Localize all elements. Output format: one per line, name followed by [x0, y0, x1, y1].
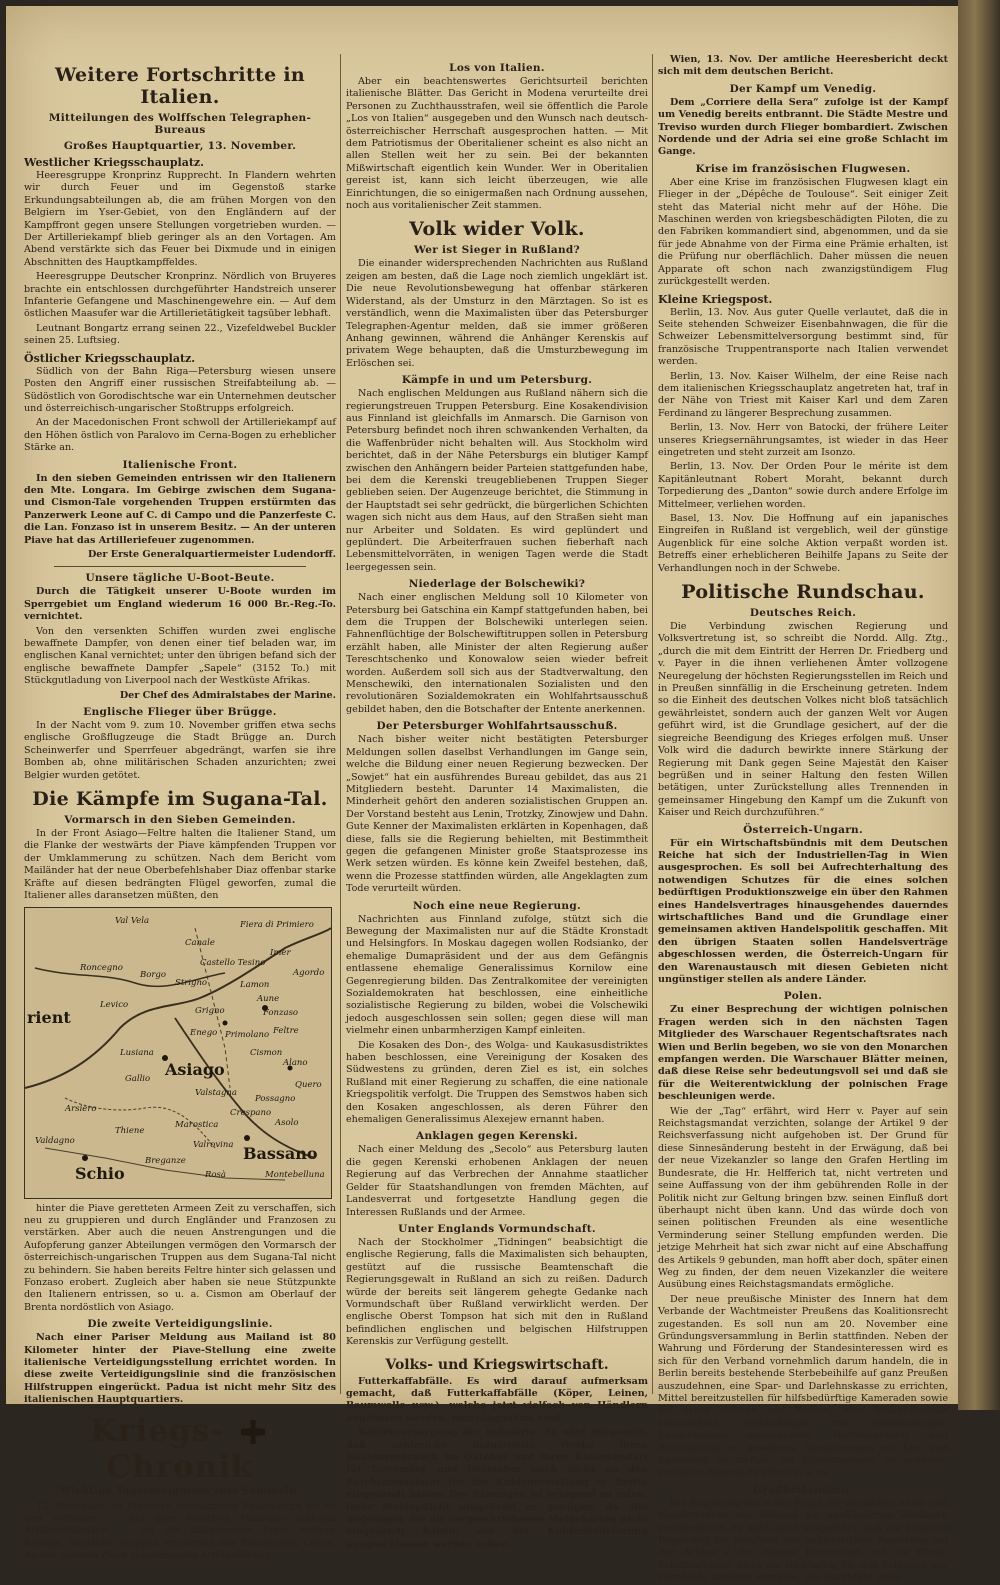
article-paragraph: Wie der „Tag“ erfährt, wird Herr v. Payer auf sein Reichstagsmandat verzichten, solange der Artikel 9 der Reichsverfassung nicht aufgehoben ist. Der Grund für diese Sinnesänderung besteht in der Erwägung, daß bei der neue Vizekanzler so lange den Grafen Hertling im Bundesrate, die Hr. Helfferich tat, nicht vertreten und seine Auffassung von der ihm gebührenden Rolle in der Politik nicht zur Geltung bringen bzw. seinen Einfluß dort überhaupt nicht üben kann. Und das würde doch von seinen politischen Freunden als eine wesentliche Verminderung seiner Stellung empfunden werden. Die jetzige Mehrheit hat sich zwar nicht auf eine Abschaffung des Artikels 9 gebunden, man hofft aber doch, später einen Weg zu finden, der dem neuen Vizekanzler die weitere Ausübung eines Reichstagsmandats ermögliche.	[658, 1105, 948, 1291]
article-paragraph: Nach der Stockholmer „Tidningen“ beabsichtigt die englische Regierung, falls die Maximalisten sich behaupten, gestützt auf die russische Beamtenschaft die Regierungsgewalt in Rußland an sich zu reißen. Dadurch würde der bereits seit längerem gehegte Gedanke nach Vormundschaft über Rußland verwirklicht werden. Der englische Oberst Tompson hat sich mit den in Rußland befindlichen englischen und belgischen Hilfstruppen Kerenskis zur Verfügung gestellt.	[346, 1236, 648, 1348]
map-label: Valdagno	[35, 1135, 75, 1146]
map-label: Agordo	[293, 967, 325, 978]
article-paragraph: Nach englischen Meldungen aus Rußland nähern sich die regierungstreuen Truppen Petersburg. Eine Kosakendivision aus Finnland ist gleichfalls im Anmarsch. Die Garnison von Petersburg befindet noch ihren schwankenden Verhalten, da die Waffenbrüder nicht behalten will. Aus Stockholm wird berichtet, daß in der Nähe Petersburgs ein blutiger Kampf zwischen den Anhängern beider Parteien stattgefunden habe, bei dem die Kerenski treugebliebenen Truppen Sieger geblieben seien. Der Augenzeuge berichtet, die Stimmung in der Hauptstadt sei sehr gedrückt, die bürgerlichen Schichten wagen sich nicht aus dem Haus, auf den Straßen sieht man nur Arbeiter und Soldaten. Es wird geplündert und geplündert. Die Arbeiterfrauen suchen fieberhaft nach Lebensmittelvorräten, in wenigen Tagen werde die Stadt leergegessen sein.	[346, 388, 648, 573]
map-label: Alano	[283, 1057, 308, 1068]
map-label-asiago: Asiago	[165, 1059, 225, 1079]
hq-dateline: Großes Hauptquartier, 13. November.	[63, 140, 297, 152]
section-title: Kleine Kriegspost.	[658, 292, 773, 306]
headline-italy: Weitere Fortschritte in Italien.	[54, 64, 306, 108]
map-label: Feltre	[273, 1025, 299, 1036]
article-paragraph: Heeresgruppe Kronprinz Rupprecht. In Flandern wehrten wir durch Feuer und im Gegenstoß starke Erkundungsabteilungen ab, die am frühen Morgen von den Belgiern im Yser-Gebiet, von den Engländern auf der Kampffront gegen unsere Stellungen vorgetrieben wurden. — Der Artilleriekampf blieb geringer als an den Vortagen. Am Abend verstärkte sich das Feuer bei Dixmude und in einigen Abschnitten des Hauptkampffeldes.	[24, 170, 336, 268]
map-label: Castello Tesino	[200, 957, 266, 968]
map-label: Roncegno	[80, 962, 123, 973]
article-paragraph: Nachrichten aus Finnland zufolge, stützt sich die Bewegung der Maximalisten nur auf die Städte Kronstadt und Helsingfors. In Moskau dagegen wollen Rodsianko, der ehemalige Dumapräsident und der aus dem Gefängnis entlassene ehemalige Generalissimus Kornilow eine Gegenregierung bilden. Das Zentralkomitee der vereinigten Sozialdemokraten hat beschlossen, eine einheitliche sozialistische Regierung zu bilden, wobei die Volschewiki jedoch ausgeschlossen sein sollen; gegen diese will man vielmehr einen unbarmherzigen Kampf einleiten.	[346, 913, 648, 1037]
article-paragraph: Berlin, 13. Nov. Der Orden Pour le mérite ist dem Kapitänleutnant Robert Moraht, bekannt durch Torpedierung des „Danton“ sowie durch andere Erfolge im Mittelmeer, verliehen worden.	[658, 461, 948, 510]
section-title: Der Kampf um Venedig.	[729, 82, 877, 95]
chronik-word-b: Chronik	[106, 1448, 254, 1485]
map-label: Aune	[257, 993, 280, 1004]
map-label: Quero	[295, 1079, 322, 1090]
signature: Der Erste Generalquartiermeister Ludendorff.	[87, 548, 336, 560]
article-paragraph: Kohlenversorgung der Industrie. Es wird mitgeteilt, daß zahlreiche industrielle Werke ihren Kohlenverbrauch im Oktober und ihren Kohlenbedarf für November und Dezember noch nicht an den Reichskommissar für die Kohlenverteilung in Berlin eingesandt haben. Der Säumigen ist bringend zu raten, ihrer Meldepflicht umgehend zu genügen, da alle diejenigen, die die vorgeschriebenen Meldekarten nicht eingesandt haben, von der Kohlenbelieferung ausgeschlossen werden sollen.	[346, 1427, 648, 1550]
article-paragraph: Berlin, 13. Nov. Kaiser Wilhelm, der eine Reise nach dem italienischen Kriegsschauplatz angetreten hat, traf in der Nähe von Triest mit Kaiser Karl und dem Zaren Ferdinand zu längerer Besprechung zusammen.	[658, 370, 948, 419]
kriegs-chronik-masthead	[24, 1413, 336, 1485]
section-title: Großbritannien.	[753, 1483, 853, 1496]
section-title: Österreich-Ungarn.	[743, 823, 863, 836]
article-paragraph: Die Regierung hat in der Frage der deutschen Sand- und Kiesdurchfuhr von Holland ein ausführliches Weißbuch veröffentlicht. Es wird darin ausgeführt, daß die britische Regierung die Berufung der holländischen Regierung auf den Artikel 2 der Haager Konvention und die Rhein-Schiffahrt-Akte nicht als stichhaltig für das Erlauben der Durchfuhr ansehen vermöge. Die Durchfuhr gebe	[658, 1497, 948, 1584]
chronik-word-a: Kriegs-	[90, 1412, 224, 1449]
flieger-title: Englische Flieger über Brügge.	[83, 706, 277, 719]
map-label: Strigno	[175, 977, 208, 988]
article-paragraph: Berlin, 13. Nov. Aus guter Quelle verlautet, daß die in Seite stehenden Schweizer Eisenbahnwagen, die für die Schweizer Lebensmittelversorgung bestimmt sind, für französische Truppentransporte nach Italien verwendet werden.	[658, 306, 948, 368]
wolff-intro: Mitteilungen des Wolffschen Telegraphen-Bureaus	[48, 112, 312, 136]
page-edge	[958, 0, 1000, 1410]
newspaper-page	[6, 6, 958, 1584]
article-paragraph: Zu einer Besprechung der wichtigen polnischen Fragen werden sich in den nächsten Tagen Mitglieder des Warschauer Regentschaftsrates nach Wien und Berlin begeben, wo sie von den Monarchen empfangen werden. Die Warschauer Blätter meinen, daß diese Reise sehr bedeutungsvoll sei und daß sie für die Weiterentwicklung der polnischen Frage beschleunigen werde.	[658, 1004, 948, 1103]
section-title: Unter Englands Vormundschaft.	[398, 1222, 596, 1235]
chronik-subtitle: Wichtige Tagesereignisse zum Sammeln.	[59, 1484, 301, 1497]
article-paragraph: Futterkaffabfälle. Es wird darauf aufmerksam gemacht, daß Futterkaffabfälle (Köper, Leinen, Baumwolle usw.), welche jetzt vielfach von Händlern angeboten werden, beschlagnahmt sind.	[346, 1375, 648, 1424]
column-rule	[652, 54, 653, 1394]
west-front-title: Westlicher Kriegsschauplatz.	[24, 156, 204, 169]
article-paragraph: Aber ein beachtenswertes Gerichtsurteil berichten italienische Blätter. Das Gericht in Modena verurteilte drei Personen zu Zuchthausstrafen, weil sie öffentlich die Parole „Los von Italien“ ausgegeben und den Wunsch nach deutsch-österreichischer Herrschaft ausgesprochen hatten. — Mit dem Patriotismus der Oberitaliener scheint es also nicht an allen Stellen weit her zu sein. Bei der bekannten Mißwirtschaft eigentlich kein Wunder. Wer in Oberitalien gereist ist, kann sich leicht überzeugen, wie alle Einrichtungen, die so einigermaßen nach Ordnung aussehen, noch aus voritalienischer Zeit stammen.	[346, 76, 648, 212]
map-label-bassano: Bassano	[243, 1143, 318, 1163]
article-paragraph: Für ein Wirtschaftsbündnis mit dem Deutschen Reiche hat sich der Industriellen-Tag in Wien ausgesprochen. Es soll bei Aufrechterhaltung des notwendigen Schutzes für die eines solchen bedürftigen Produktionszweige ein über den Rahmen eines Handelsvertrages hinausgehendes dauerndes wirtschaftliches Band und die Grundlage einer gemeinsamen aktiven Handelspolitik geschaffen. Mit den übrigen Staaten sollen Handelsverträge abgeschlossen werden, die Österreich-Ungarn für den Warenaustausch mit diesen Gebieten nicht ungünstiger stellen als andere Länder.	[658, 837, 948, 985]
article-paragraph: hinter die Piave geretteten Armeen Zeit zu verschaffen, sich neu zu gruppieren und durch Engländer und Franzosen zu verstärken. Aber auch die neuen Anstrengungen und die Aufopferung ganzer Abteilungen vermögen den Vormarsch der österreichisch-ungarischen Truppen aus dem Sugana-Tal nicht zu behindern. Sie haben bereits Feltre hinter sich gelassen und Fonzaso erobert. Zugleich aber haben sie neue Stützpunkte den Italienern entrissen, so u. a. Cismon am Oberlauf der Brenta nordöstlich von Asiago.	[24, 1202, 336, 1313]
east-front-title: Östlicher Kriegsschauplatz.	[24, 351, 196, 365]
section-title: Anklagen gegen Kerenski.	[416, 1130, 578, 1143]
map-label: Gallio	[125, 1073, 151, 1084]
map-label: Valrovina	[193, 1139, 234, 1150]
section-subtitle: Wer ist Sieger in Rußland?	[413, 244, 580, 257]
map-label: Asolo	[275, 1117, 299, 1128]
map-label: Possagno	[255, 1093, 296, 1104]
sugana-subtitle: Vormarsch in den Sieben Gemeinden.	[64, 814, 296, 827]
map-label: Primolano	[225, 1029, 270, 1040]
headline-volk: Volk wider Volk.	[409, 218, 585, 241]
uboot-title: Unsere tägliche U-Boot-Beute.	[85, 572, 275, 585]
article-paragraph: Nach einer Meldung des „Secolo“ aus Petersburg lauten die gegen Kerenski erhobenen Anklagen der neuen Regierung auf das Verbrechen der Annahme staatlicher Gelder für Staatshandlungen von fremden Mächten, auf Landesverrat und fortgesetzte Handlung gegen die Interessen Rußlands und der Armee.	[346, 1144, 648, 1218]
map-label: Marostica	[175, 1119, 219, 1130]
map-label: Grigno	[195, 1005, 225, 1016]
map-label: Rosà	[205, 1169, 226, 1180]
map-label: Arsiero	[65, 1103, 97, 1114]
map-label: Montebelluna	[265, 1169, 325, 1180]
article-paragraph: Die Verbindung zwischen Regierung und Volksvertretung ist, so schreibt die Nordd. Allg. Ztg., „durch die mit dem Eintritt der Herren Dr. Friedberg und v. Payer in die ihnen verliehenen Ämter vollzogene Neuregelung der höchsten Regierungsstellen im Reich und in Preußen sinnfällig in die Erscheinung getreten. Indem so die Einheit des deutschen Volkes nicht bloß tatsächlich gewährleistet, sondern auch der ganzen Welt vor Augen geführt wird, ist die Grundlage gesichert, auf der die siegreiche Beendigung des Krieges erfolgen muß. Unser Volk wird die dadurch bewirkte innere Stärkung der Regierung mit Dank gegen Seine Majestät den Kaiser begrüßen und in seiner Haltung den festen Willen betätigen, unter Zurückstellung alles Trennenden in gemeinsamer Hingebung den Kampf um die Zukunft von Kaiser und Reich durchzuführen.“	[658, 621, 948, 819]
column-middle	[346, 58, 648, 1550]
article-paragraph: Nach bisher weiter nicht bestätigten Petersburger Meldungen sollen daselbst Verhandlungen im Gange sein, welche die Bildung einer neuen Regierung bezwecken. Der „Sowjet“ hat ein ausführendes Bureau gebildet, das aus 21 Mitgliedern besteht. Darunter 14 Maximalisten, die Minderheit gehört den anderen sozialistischen Gruppen an. Der Vorstand besteht aus Lenin, Trotzky, Zinowjew und Dahn. Gute Kenner der Maximalisten erklärten in Kopenhagen, daß diese, falls sie die Regierung behielten, mit Bestimmtheit gegen die gefangenen Minister große Staatsprozesse ins Werk setzen würden. Es könne kein Zweifel bestehen, daß, wenn die Prozesse stattfinden würden, alle Angeklagten zum Tode verurteilt würden.	[346, 734, 648, 895]
map-label: Levico	[100, 999, 129, 1010]
map-label: Breganze	[145, 1155, 186, 1166]
article-paragraph: Dem „Corriere della Sera“ zufolge ist der Kampf um Venedig bereits entbrannt. Die Städte Mestre und Treviso wurden durch Flieger bombardiert. Zwischen Nordende und der Adria sei eine große Schlacht im Gange.	[658, 96, 948, 158]
column-left	[24, 58, 336, 1562]
article-paragraph: Nach einer Pariser Meldung aus Mailand ist 80 Kilometer hinter der Piave-Stellung eine zweite italienische Verteidigungsstellung errichtet worden. In diese zweite Verteidigungslinie sind die französischen Hilfstruppen eingerückt. Padua ist nicht mehr Sitz des italienischen Hauptquartiers.	[24, 1332, 336, 1406]
headline-politische-rundschau: Politische Rundschau.	[681, 581, 925, 604]
map-label: Thiene	[115, 1125, 145, 1136]
section-subtitle: Deutsches Reich.	[749, 607, 857, 620]
map-label: Cismon	[250, 1047, 283, 1058]
map-label: Fiera di Primiero	[240, 919, 314, 930]
article-paragraph: Basel, 13. Nov. Die Hoffnung auf ein japanisches Eingreifen in Rußland ist vergeblich, weil der günstige Augenblick für eine solche Aktion verpaßt worden ist. Betreffs einer erheblicheren Beihilfe Japans zu Seite der Verhandlungen noch in der Schwebe.	[658, 513, 948, 574]
vert-title: Die zweite Verteidigungslinie.	[87, 1318, 273, 1331]
section-title: Noch eine neue Regierung.	[413, 899, 581, 912]
headline-volkswirtschaft: Volks- und Kriegswirtschaft.	[385, 1356, 609, 1373]
column-right	[658, 54, 948, 1584]
section-title: Krise im französischen Flugwesen.	[695, 162, 911, 175]
map-label: Enego	[190, 1027, 218, 1038]
map-label: Canale	[185, 937, 215, 948]
map-label: Lusiana	[120, 1047, 154, 1058]
article-paragraph: Berlin, 13. Nov. Herr von Batocki, der frühere Leiter unseres Kriegsernährungsamtes, ist wieder in das Heer eingetreten und steht zurzeit am Isonzo.	[658, 422, 948, 458]
article-paragraph: In den sieben Gemeinden entrissen wir den Italienern den Mte. Longara. Im Gebirge zwischen dem Sugana- und Cismon-Tale vorgehenden Truppen erstürmten das Panzerwerk Leone auf C. di Campo und die Panzerfeste C. die Lan. Fonzaso ist in unserem Besitz. — An der unteren Piave hat das Artilleriefeuer zugenommen.	[24, 472, 336, 546]
map-label: Imer	[270, 947, 291, 958]
map-label-trient-fragment: rient	[27, 1007, 71, 1027]
article-paragraph: Aber eine Krise im französischen Flugwesen klagt ein Flieger in der „Dépêche de Toulouse“. Seit einiger Zeit steht das Material nicht mehr auf der Höhe. Die Maschinen werden von kriegsbeschädigten Piloten, die zu den Fabriken kommandiert sind, abgenommen, und da sie für jede Abnahme von der Firma eine Prämie erhalten, ist die Prüfung nur oberflächlich. Daher müssen die neuen Apparate oft schon nach zwanzigstündigem Flug zurückgestellt werden.	[658, 176, 948, 288]
section-title: Niederlage der Bolschewiki?	[408, 578, 586, 591]
sugana-map	[24, 907, 332, 1199]
article-paragraph: In der Nacht vom 9. zum 10. November griffen etwa sechs englische Großflugzeuge die Stadt Brügge an. Durch Scheinwerfer und Sperrfeuer abgedrängt, warfen sie ihre Bomben ab, ohne militärischen Schaden anzurichten; zwei Belgier wurden getötet.	[24, 720, 336, 781]
article-paragraph: Nach einer englischen Meldung soll 10 Kilometer von Petersburg bei Gatschina ein Kampf stattgefunden haben, bei dem die Truppen der Bolschewiki unterlegen seien. Fahnenflüchtige der Bolschewiftitruppen sollen in Petersburg erzählt haben, alle Minister der alten Regierung außer Tereschtschenko und Konowalow seien wieder befreit worden. Außerdem soll sich aus der Stadtverwaltung, den Menschewiki, den internationalen Sozialisten und den revolutionären Sozialdemokraten ein Wohlfahrtsausschuß gebildet haben, den die Botschafter der Entente anerkennen.	[346, 592, 648, 715]
article-paragraph: 13. November. In Flandern schwächerer Feuerkampf als an den Vortagen. — Auf dem östlichen Maasufer lebhafte Artillerietätigkeit. — An der italienischen Front weitere Erfolge. Deutsche Truppen erstürmen das Panzerwerk Leone. An der unteren Piave zunehmendes Artilleriefeuer.	[24, 1500, 336, 1562]
article-paragraph: Von den versenkten Schiffen wurden zwei englische bewaffnete Dampfer, von denen einer tief beladen war, im englischen Kanal vernichtet; unter den übrigen befand sich der englische bewaffnete Dampfer „Sapele“ (3152 To.) mit Stückgutladung von Liverpool nach der Westküste Afrikas.	[24, 625, 336, 687]
column-rule	[340, 54, 341, 1394]
article-paragraph: Heeresgruppe Deutscher Kronprinz. Nördlich von Bruyeres brachte ein entschlossen durchgeführter Handstreich unserer Infanterie Gefangene und Maschinengewehre ein. — Auf dem östlichen Maasufer war die Artillerietätigkeit tagsüber lebhaft.	[24, 271, 336, 320]
section-title: Los von Italien.	[449, 62, 545, 74]
article-paragraph: Leutnant Bongartz errang seinen 22., Vizefeldwebel Buckler seinen 25. Luftsieg.	[24, 322, 336, 347]
map-label: Valstagna	[195, 1087, 237, 1098]
article-paragraph: An der Macedonischen Front schwoll der Artilleriekampf auf den Höhen östlich von Paralovo im Cerna-Bogen zu erheblicher Stärke an.	[24, 417, 336, 454]
iron-cross-icon	[240, 1419, 266, 1445]
map-label-schio: Schio	[75, 1163, 125, 1183]
map-label: Borgo	[140, 969, 166, 980]
signature: Der Chef des Admiralstabes der Marine.	[119, 689, 336, 701]
map-label: Val Vela	[115, 915, 150, 926]
article-paragraph: In der Front Asiago—Feltre halten die Italiener Stand, um die Flanke der westwärts der Piave kämpfenden Truppen vor der Umklammerung zu schützen. Nach dem Bericht vom Mailänder hat der neue Oberbefehlshaber Diaz offenbar starke Kräfte auf diesen bedrängten Flügel geworfen, zumal die Italiener alles daransetzen müßten, den	[24, 828, 336, 902]
map-label: Lamon	[240, 979, 270, 990]
italian-front-title: Italienische Front.	[122, 458, 238, 471]
article-paragraph: Durch die Tätigkeit unserer U-Boote wurden im Sperrgebiet um England wiederum 16 000 Br.-Reg.-To. vernichtet.	[24, 586, 336, 623]
article-paragraph: Die Kosaken des Don-, des Wolga- und Kaukasusdistriktes haben beschlossen, eine Vereinigung der Kosaken des Südwestens zu gründen, deren Ziel es ist, ein solches Rußland mit einer Regierung zu schaffen, die eine nationale Kriegspolitik verfolgt. Die Truppen des Semstwos haben sich den Kosaken angeschlossen, als deren Führer den ehemaligen Generalissimus Alexejew ernannt haben.	[346, 1039, 648, 1126]
map-label: Fonzaso	[263, 1007, 299, 1018]
sugana-headline: Die Kämpfe im Sugana-Tal.	[32, 788, 328, 811]
section-title: Der Petersburger Wohlfahrtsausschuß.	[376, 720, 618, 733]
section-title: Kämpfe in und um Petersburg.	[401, 374, 593, 387]
separator	[54, 566, 306, 567]
article-paragraph: Die einander widersprechenden Nachrichten aus Rußland zeigen am besten, daß die Lage noch ziemlich ungeklärt ist. Die neue Revolutionsbewegung hat offenbar stärkeren Widerstand, als der Umsturz in den Märztagen. So ist es verständlich, wenn die Maximalisten über das Petersburger Telegraphen-Agentur melden, daß sie immer größeren Anhang gewinnen, während die Anhänger Kerenskis auf privatem Wege behaupten, daß die Umsturzbewegung im Erlöschen sei.	[346, 258, 648, 369]
map-label: Crespano	[230, 1107, 272, 1118]
article-paragraph: Südlich von der Bahn Riga—Petersburg wiesen unsere Posten den Angriff einer russischen Streifabteilung ab. — Südöstlich von Gorodischtsche war ein Unternehmen deutscher und österreichisch-ungarischer Stoßtrupps erfolgreich.	[24, 365, 336, 414]
article-paragraph: Wien, 13. Nov. Der amtliche Heeresbericht deckt sich mit dem deutschen Bericht.	[658, 54, 948, 78]
section-title: Polen.	[783, 990, 823, 1003]
article-paragraph: Der neue preußische Minister des Innern hat dem Verbande der Wachtmeister Preußens das Koalitionsrecht zugestanden. Es soll nun am 20. November eine Gründungsversammlung in Berlin stattfinden. Neben der Wahrung und Förderung der Standesinteressen wird es sich für den Verband vornehmlich darum handeln, die in Berlin bereits bestehende Sterbebeihilfe auf ganz Preußen auszudehnen, eine Spar- und Darlehnskasse zu errichten, Mittel bereitzustellen für hilfsbedürftige Kameraden sowie für deren Witwen und Waisen, eine Auskunftsstelle einzurichten, Verbindungen mit gemeinnützigen Einrichtungen anzuknüpfen, Rechtsauskunft und Rechtsschutz zu gewähren, Abmachungen mit Kur- und Badeorten zu treffen, ein Erholungsheim zu gründen, verdiente Beamte zu ehren u. a. m.	[658, 1293, 948, 1479]
